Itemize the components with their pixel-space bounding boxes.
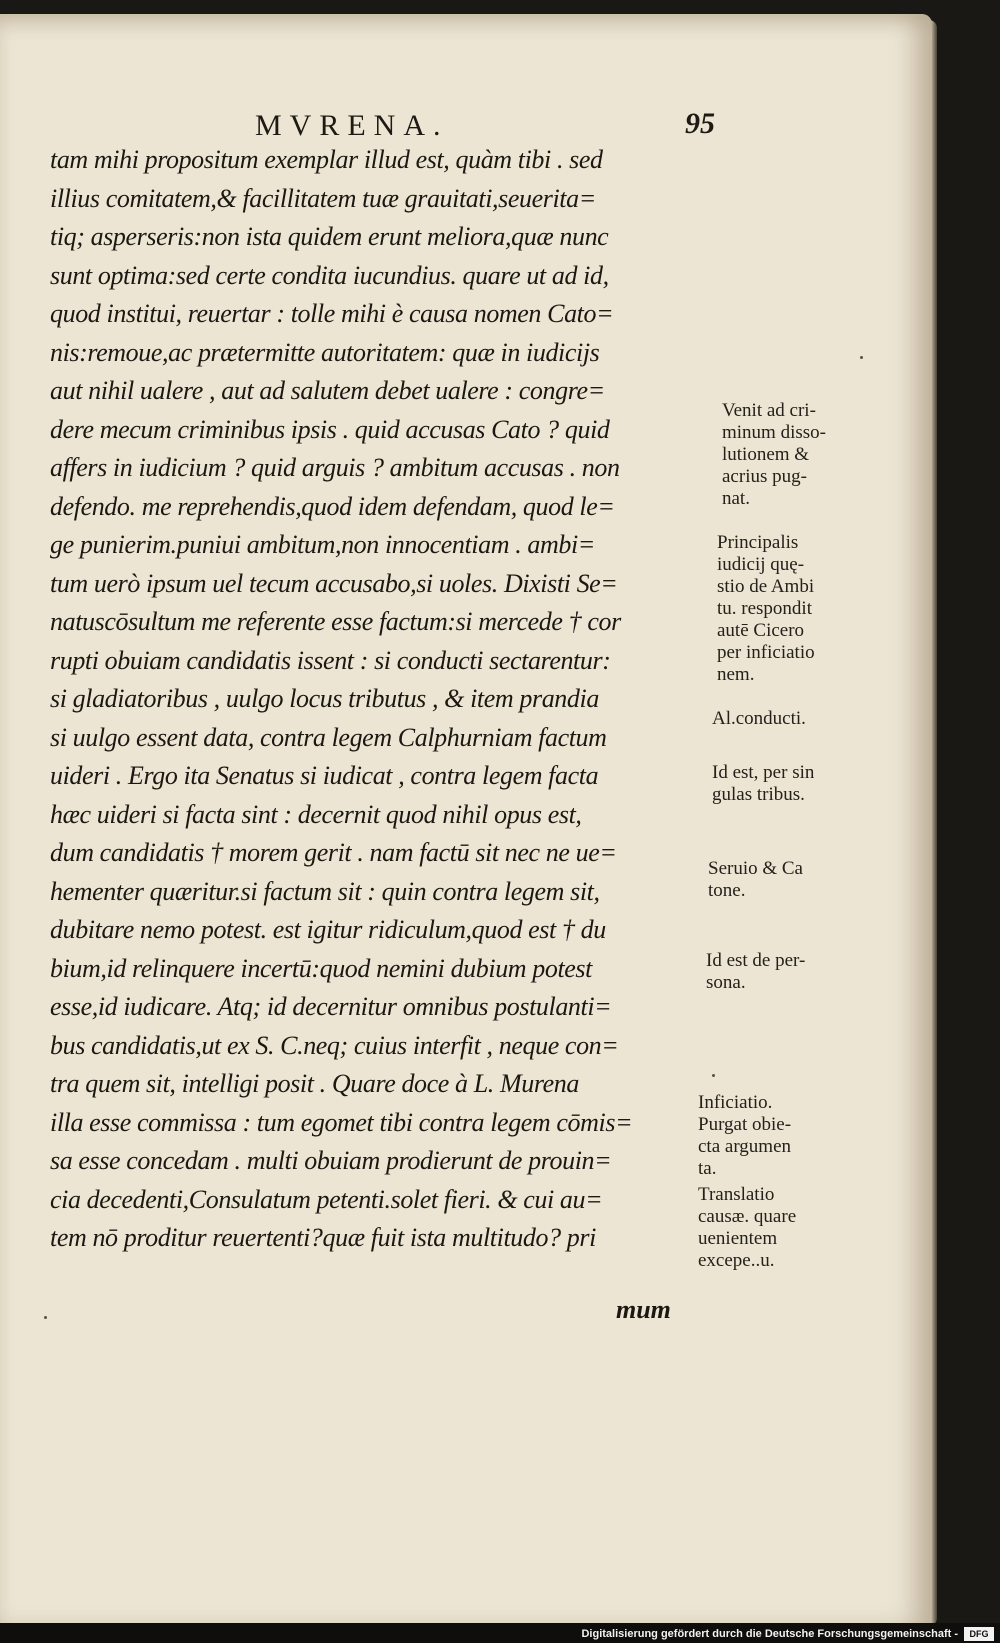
text-line: cia decedenti,Consulatum petenti.solet fieri. & cui au= (50, 1184, 603, 1214)
text-line: sunt optima:sed certe condita iucundius. quare ut ad id, (50, 260, 609, 290)
text-line: defendo. me reprehendis,quod idem defendam, quod le= (50, 491, 615, 521)
text-line: tem nō proditur reuertenti?quæ fuit ista multitudo? pri (50, 1223, 596, 1252)
digitization-credit: Digitalisierung gefördert durch die Deutsche Forschungsgemeinschaft - (581, 1628, 958, 1640)
text-line: uideri . Ergo ita Senatus si iudicat , contra legem facta (50, 761, 599, 790)
text-line: hementer quæritur.si factum sit : quin contra legem sit, (50, 876, 600, 906)
text-line: sa esse concedam . multi obuiam prodierunt de prouin= (50, 1146, 612, 1175)
text-line: affers in iudicium ? quid arguis ? ambitum accusas . non (50, 453, 620, 482)
footer-bar (0, 1623, 1000, 1643)
text-line: aut nihil ualere , aut ad salutem debet ualere : congre= (50, 376, 605, 405)
text-line: illius comitatem,& facillitatem tuæ grauitati,seuerita= (50, 183, 596, 213)
ink-speck (712, 1074, 715, 1077)
margin-note: Inficiatio. Purgat obie- cta argumen ta. (698, 1092, 792, 1179)
margin-note: Principalis iudicij quę- stio de Ambi tu. respondit autē Cicero per inficiatio nem. (717, 532, 815, 685)
text-line: dum candidatis † morem gerit . nam factū sit nec ne ue= (50, 838, 617, 867)
dfg-logo: DFG (964, 1627, 994, 1641)
text-line: hæc uideri si facta sint : decernit quod nihil opus est, (50, 799, 582, 829)
margin-note: Venit ad cri- minum disso- lutionem & acrius pug- nat. (722, 400, 826, 509)
text-line: illa esse commissa : tum egomet tibi contra legem cōmis= (50, 1107, 633, 1137)
ink-speck (44, 1316, 47, 1319)
margin-note: Al.conducti. (712, 708, 806, 729)
text-line: tam mihi propositum exemplar illud est, quàm tibi . sed (50, 145, 603, 174)
margin-note: Translatio causæ. quare uenientem excepe..u. (698, 1184, 797, 1271)
margin-note: Seruio & Ca tone. (708, 858, 803, 901)
text-line: dubitare nemo potest. est igitur ridiculum,quod est † du (50, 915, 606, 944)
page-number: 95 (685, 107, 715, 140)
text-line: natuscōsultum me referente esse factum:si mercede † cor (50, 607, 621, 636)
margin-note: Id est de per- sona. (706, 950, 806, 993)
text-line: si gladiatoribus , uulgo locus tributus , & item prandia (50, 684, 599, 713)
running-head: MVRENA. (255, 109, 449, 142)
catchword: mum (616, 1295, 671, 1324)
text-line: ge punierim.puniui ambitum,non innocentiam . ambi= (50, 530, 595, 559)
text-line: tiq; asperseris:non ista quidem erunt meliora,quæ nunc (50, 222, 609, 251)
margin-note: Id est, per sin gulas tribus. (712, 762, 815, 805)
text-line: dere mecum criminibus ipsis . quid accusas Cato ? quid (50, 414, 610, 444)
text-line: bium,id relinquere incertū:quod nemini dubium potest (50, 953, 592, 983)
ink-speck (860, 356, 863, 359)
text-line: bus candidatis,ut ex S. C.neq; cuius interfit , neque con= (50, 1030, 619, 1060)
text-line: esse,id iudicare. Atq; id decernitur omnibus postulanti= (50, 992, 612, 1021)
text-line: quod institui, reuertar : tolle mihi è causa nomen Cato= (50, 299, 614, 328)
text-line: si uulgo essent data, contra legem Calphurniam factum (50, 722, 607, 752)
text-line: tum uerò ipsum uel tecum accusabo,si uoles. Dixisti Se= (50, 568, 618, 598)
text-line: tra quem sit, intelligi posit . Quare doce à L. Murena (50, 1069, 579, 1098)
text-line: rupti obuiam candidatis issent : si conducti sectarentur: (50, 645, 611, 675)
text-line: nis:remoue,ac prætermitte autoritatem: quæ in iudicijs (50, 337, 600, 367)
